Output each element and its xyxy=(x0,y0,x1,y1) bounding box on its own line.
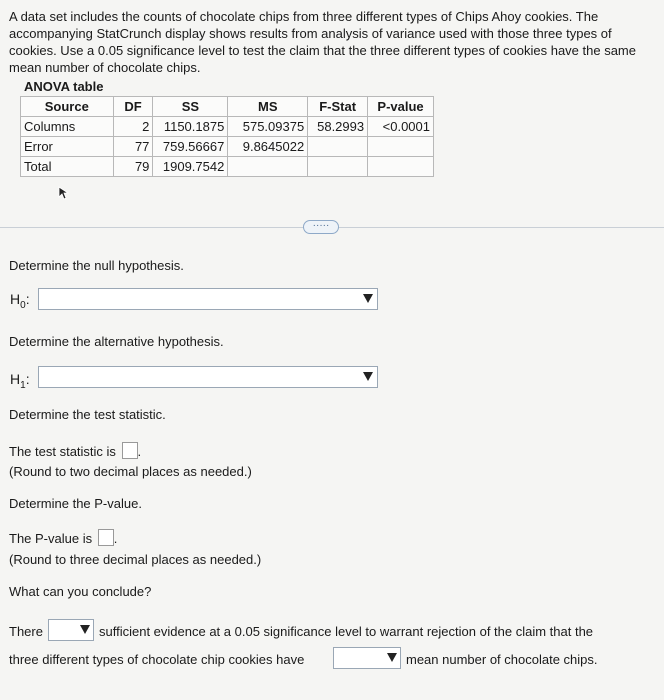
header-df: DF xyxy=(113,97,153,117)
table-row xyxy=(21,137,434,157)
header-ms: MS xyxy=(228,97,308,117)
problem-statement: A data set includes the counts of chocolate chips from three different types of Chips Ahoy cookies. The accompanying StatCrunch display shows results from analysis of variance used with those three types of cookies. Use a 0.05 significance level to test the claim that the three different types of cookies have the same mean number of chocolate chips. xyxy=(9,9,636,75)
more-options-button[interactable]: ····· xyxy=(303,220,339,234)
anova-header-row xyxy=(21,97,434,117)
h1-dropdown[interactable] xyxy=(38,366,378,388)
pvalue-line xyxy=(9,529,117,547)
header-pvalue: P-value xyxy=(368,97,434,117)
anova-table xyxy=(20,96,434,177)
cell-fstat xyxy=(308,137,368,157)
row-label: Error xyxy=(21,137,114,157)
chevron-down-icon xyxy=(387,653,397,662)
cell-ss: 1150.1875 xyxy=(153,117,228,137)
cell-ss: 1909.7542 xyxy=(153,157,228,177)
conclusion-text-3: mean number of chocolate chips. xyxy=(406,652,598,667)
anova-table-panel xyxy=(20,78,436,177)
cell-ms xyxy=(228,157,308,177)
cell-df: 77 xyxy=(113,137,153,157)
test-statistic-input[interactable] xyxy=(122,442,138,459)
cell-pvalue: <0.0001 xyxy=(368,117,434,137)
cell-df: 2 xyxy=(113,117,153,137)
conclusion-prompt: What can you conclude? xyxy=(9,584,152,599)
pvalue-rounding-note: (Round to three decimal places as needed.) xyxy=(9,552,262,567)
conclusion-text-1: sufficient evidence at a 0.05 significance level to warrant rejection of the claim that the xyxy=(99,624,594,639)
cell-fstat xyxy=(308,157,368,177)
chevron-down-icon xyxy=(363,294,373,303)
table-row xyxy=(21,157,434,177)
header-source: Source xyxy=(21,97,114,117)
header-fstat: F-Stat xyxy=(308,97,368,117)
h1-label: $H_1$: xyxy=(10,371,30,391)
evidence-dropdown[interactable] xyxy=(48,619,94,641)
cell-ms: 9.8645022 xyxy=(228,137,308,157)
header-ss: SS xyxy=(153,97,228,117)
h0-dropdown[interactable] xyxy=(38,288,378,310)
mouse-cursor-icon xyxy=(58,186,72,200)
cell-ss: 759.56667 xyxy=(153,137,228,157)
test-statistic-rounding-note: (Round to two decimal places as needed.) xyxy=(9,464,252,479)
pvalue-period: . xyxy=(113,531,118,546)
conclusion-text-2: three different types of chocolate chip cookies have xyxy=(9,652,305,667)
row-label: Columns xyxy=(21,117,114,137)
row-label: Total xyxy=(21,157,114,177)
pvalue-text: The P-value is xyxy=(9,531,93,546)
cell-pvalue xyxy=(368,157,434,177)
test-statistic-prompt: Determine the test statistic. xyxy=(9,407,166,422)
cell-pvalue xyxy=(368,137,434,157)
chevron-down-icon xyxy=(80,625,90,634)
h0-label: $H_0$: xyxy=(10,291,30,311)
test-statistic-text: The test statistic is xyxy=(9,444,116,459)
pvalue-prompt: Determine the P-value. xyxy=(9,496,142,511)
anova-caption: ANOVA table xyxy=(24,79,104,94)
cell-fstat: 58.2993 xyxy=(308,117,368,137)
cell-df: 79 xyxy=(113,157,153,177)
cell-ms: 575.09375 xyxy=(228,117,308,137)
null-hypothesis-prompt: Determine the null hypothesis. xyxy=(9,258,184,273)
test-statistic-period: . xyxy=(137,444,142,459)
conclusion-there: There xyxy=(9,624,43,639)
pvalue-input[interactable] xyxy=(98,529,114,546)
test-statistic-line xyxy=(9,442,141,460)
chevron-down-icon xyxy=(363,372,373,381)
table-row xyxy=(21,117,434,137)
alternative-hypothesis-prompt: Determine the alternative hypothesis. xyxy=(9,334,224,349)
mean-comparison-dropdown[interactable] xyxy=(333,647,401,669)
